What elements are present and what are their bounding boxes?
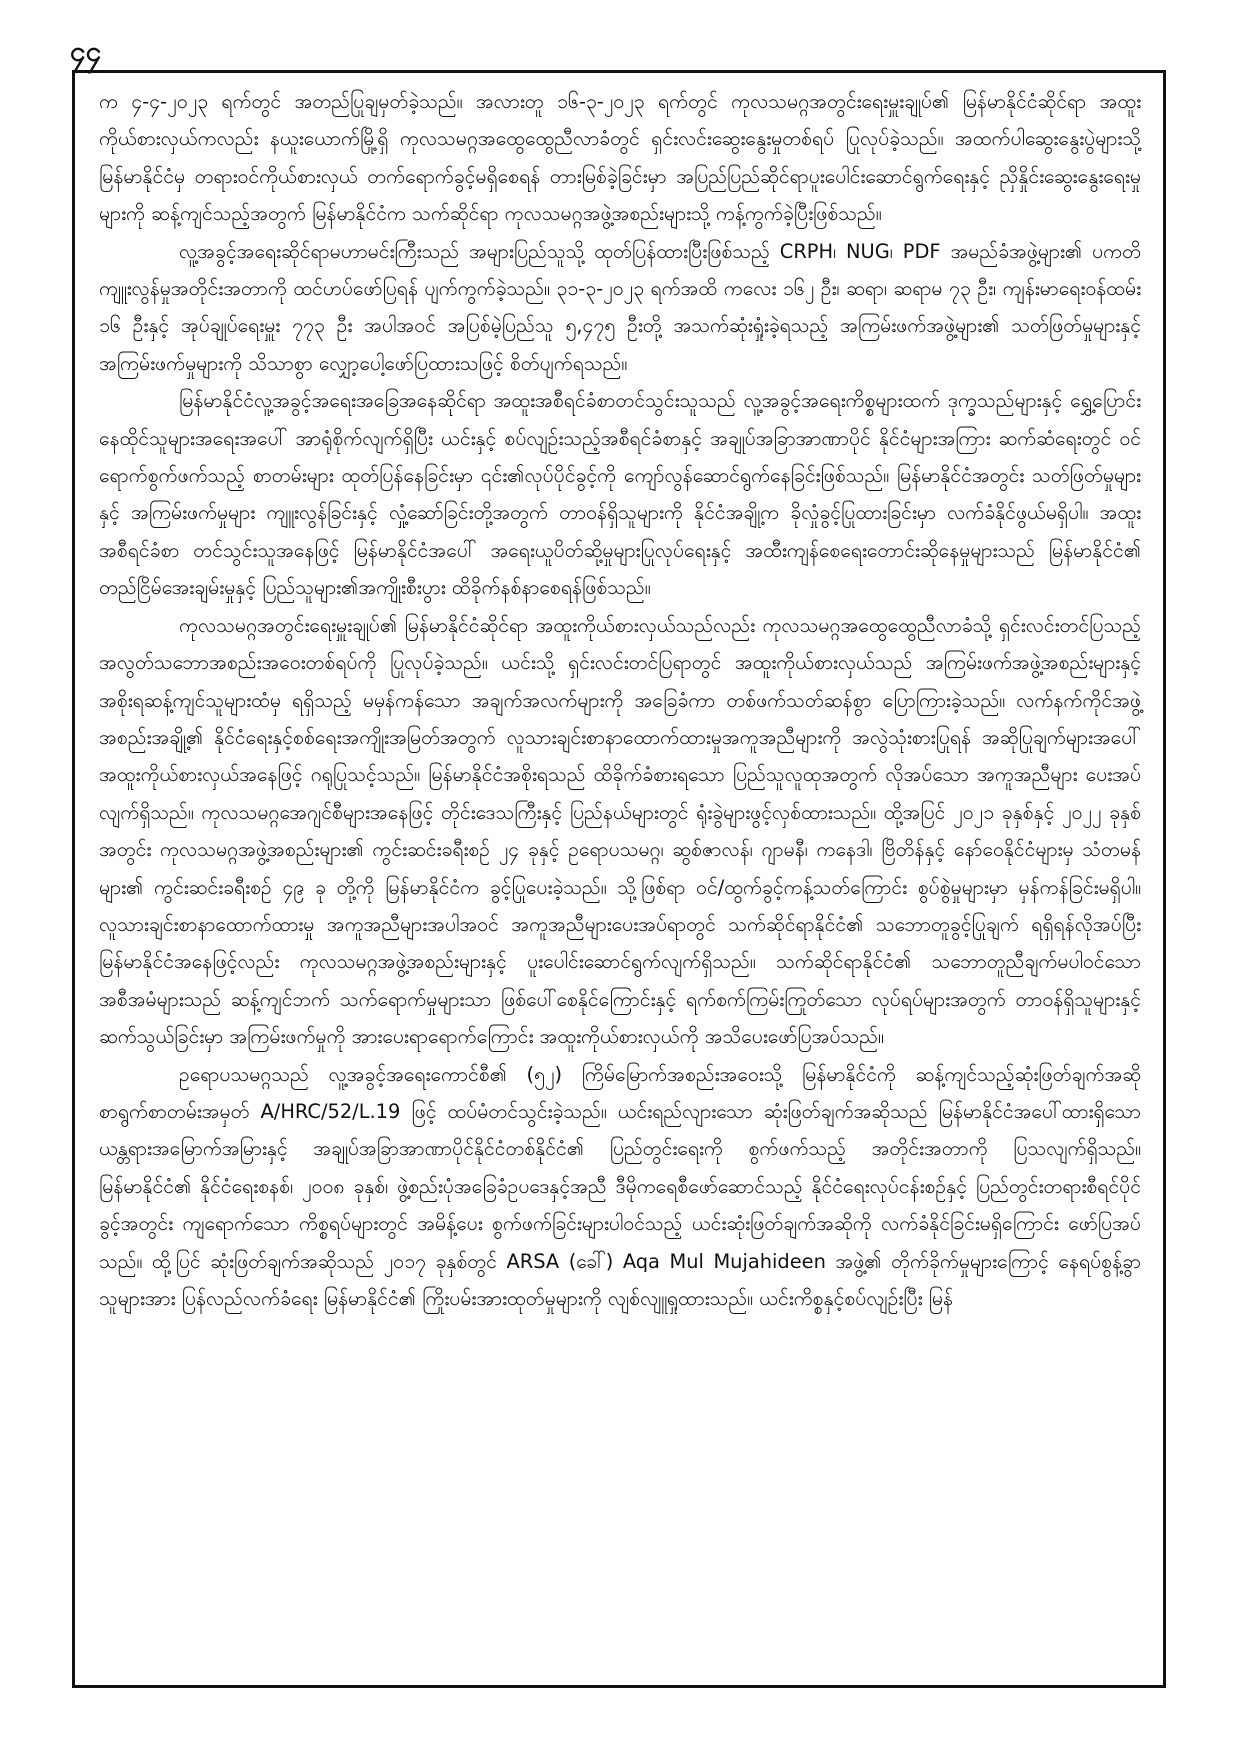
paragraph-3: မြန်မာနိုင်ငံလူ့အခွင့်အရေးအခြေအနေဆိုင်ရာ အထူးအစီရင်ခံစာတင်သွင်းသူသည် လူ့အခွင့်အရေးကိစ္စများထက် ဒုက္ခသည်များနှင့် ရွှေ့ပြောင်းနေထိုင်သူများအရေးအပေါ် အာရုံစိုက်လျက်ရှိပြီး ယင်းနှင့် စပ်လျဉ်းသည့်အစီရင်ခံစာနှင့် အချုပ်အခြာအာဏာပိုင် နိုင်ငံများအကြား ဆက်ဆံရေးတွင် ဝင်ရောက်စွက်ဖက်သည့် စာတမ်းများ ထုတ်ပြန်နေခြင်းမှာ ၎င်း၏လုပ်ပိုင်ခွင့်ကို ကျော်လွန်ဆောင်ရွက်နေခြင်းဖြစ်သည်။ မြန်မာနိုင်ငံအတွင်း သတ်ဖြတ်မှုများနှင့် အကြမ်းဖက်မှုများ ကျူးလွန်ခြင်းနှင့် လှုံ့ဆော်ခြင်းတို့အတွက် တာဝန်ရှိသူများကို နိုင်ငံအချို့က ခိုလှုံခွင့်ပြုထားခြင်းမှာ လက်ခံနိုင်ဖွယ်မရှိပါ။ အထူးအစီရင်ခံစာ တင်သွင်းသူအနေဖြင့် မြန်မာနိုင်ငံအပေါ် အရေးယူပိတ်ဆို့မှုများပြုလုပ်ရေးနှင့် အထီးကျန်စေရေးတောင်းဆိုနေမှုများသည် မြန်မာနိုင်ငံ၏ တည်ငြိမ်အေးချမ်းမှုနှင့် ပြည်သူများ၏အကျိုးစီးပွား ထိခိုက်နစ်နာစေရန်ဖြစ်သည်။ bbox=[99, 389, 1141, 600]
paragraph-2: လူ့အခွင့်အရေးဆိုင်ရာမဟာမင်းကြီးသည် အများပြည်သူသို့ ထုတ်ပြန်ထားပြီးဖြစ်သည့် CRPH၊ NUG၊ PDF အမည်ခံအဖွဲ့များ၏ ပကတိကျူးလွန်မှုအတိုင်းအတာကို ထင်ဟပ်ဖော်ပြရန် ပျက်ကွက်ခဲ့သည်။ ၃၁-၃-၂၀၂၃ ရက်အထိ ကလေး ၁၆၂ ဦး၊ ဆရာ၊ ဆရာမ ၇၃ ဦး၊ ကျန်းမာရေးဝန်ထမ်း ၁၆ ဦးနှင့် အုပ်ချုပ်ရေးမှူး ၇၇၃ ဦး အပါအဝင် အပြစ်မဲ့ပြည်သူ ၅,၄၇၅ ဦးတို့ အသက်ဆုံးရှုံးခဲ့ရသည့် အကြမ်းဖက်အဖွဲ့များ၏ သတ်ဖြတ်မှုများနှင့် အကြမ်းဖက်မှုများကို သိသာစွာ လျှော့ပေါ့ဖော်ပြထားသဖြင့် စိတ်ပျက်ရသည်။ bbox=[99, 239, 1141, 375]
page-number: ၄၄ bbox=[70, 35, 102, 68]
paragraph-4: ကုလသမဂ္ဂအတွင်းရေးမှူးချုပ်၏ မြန်မာနိုင်ငံဆိုင်ရာ အထူးကိုယ်စားလှယ်သည်လည်း ကုလသမဂ္ဂအထွေထွေညီလာခံသို့ ရှင်းလင်းတင်ပြသည့် အလွတ်သဘောအစည်းအဝေးတစ်ရပ်ကို ပြုလုပ်ခဲ့သည်။ ယင်းသို့ ရှင်းလင်းတင်ပြရာတွင် အထူးကိုယ်စားလှယ်သည် အကြမ်းဖက်အဖွဲ့အစည်းများနှင့် အစိုးရဆန့်ကျင်သူများထံမှ ရရှိသည့် မမှန်ကန်သော အချက်အလက်များကို အခြေခံကာ တစ်ဖက်သတ်ဆန်စွာ ပြောကြားခဲ့သည်။ လက်နက်ကိုင်အဖွဲ့အစည်းအချို့၏ နိုင်ငံရေးနှင့်စစ်ရေးအကျိုးအမြတ်အတွက် လူသားချင်းစာနာထောက်ထားမှုအကူအညီများကို အလွဲသုံးစားပြုရန် အဆိုပြုချက်များအပေါ် အထူးကိုယ်စားလှယ်အနေဖြင့် ဂရုပြုသင့်သည်။ မြန်မာနိုင်ငံအစိုးရသည် ထိခိုက်ခံစားရသော ပြည်သူလူထုအတွက် လိုအပ်သော အကူအညီများ ပေးအပ်လျက်ရှိသည်။ ကုလသမဂ္ဂအေဂျင်စီများအနေဖြင့် တိုင်းဒေသကြီးနှင့် ပြည်နယ်များတွင် ရုံးခွဲများဖွင့်လှစ်ထားသည်။ ထို့အပြင် ၂၀၂၁ ခုနှစ်နှင့် ၂၀၂၂ ခုနှစ်အတွင်း ကုလသမဂ္ဂအဖွဲ့အစည်းများ၏ ကွင်းဆင်းခရီးစဉ် ၂၄ ခုနှင့် ဥရောပသမဂ္ဂ၊ ဆွစ်ဇာလန်၊ ဂျာမနီ၊ ကနေဒါ၊ ဗြိတိန်နှင့် နော်ဝေနိုင်ငံများမှ သံတမန်များ၏ ကွင်းဆင်းခရီးစဉ် ၄၉ ခု တို့ကို မြန်မာနိုင်ငံက ခွင့်ပြုပေးခဲ့သည်။ သို့ဖြစ်ရာ ဝင်/ထွက်ခွင့်ကန့်သတ်ကြောင်း စွပ်စွဲမှုများမှာ မှန်ကန်ခြင်းမရှိပါ။ လူသားချင်းစာနာထောက်ထားမှု အကူအညီများအပါအဝင် အကူအညီများပေးအပ်ရာတွင် သက်ဆိုင်ရာနိုင်ငံ၏ သဘောတူခွင့်ပြုချက် ရရှိရန်လိုအပ်ပြီး မြန်မာနိုင်ငံအနေဖြင့်လည်း ကုလသမဂ္ဂအဖွဲ့အစည်းများနှင့် ပူးပေါင်းဆောင်ရွက်လျက်ရှိသည်။ သက်ဆိုင်ရာနိုင်ငံ၏ သဘောတူညီချက်မပါဝင်သော အစီအမံများသည် ဆန့်ကျင်ဘက် သက်ရောက်မှုများသာ ဖြစ်ပေါ်စေနိုင်ကြောင်းနှင့် ရက်စက်ကြမ်းကြုတ်သော လုပ်ရပ်များအတွက် တာဝန်ရှိသူများနှင့် ဆက်သွယ်ခြင်းမှာ အကြမ်းဖက်မှုကို အားပေးရာရောက်ကြောင်း အထူးကိုယ်စားလှယ်ကို အသိပေးဖော်ပြအပ်သည်။ bbox=[99, 613, 1141, 1049]
paragraph-1: က ၄-၄-၂၀၂၃ ရက်တွင် အတည်ပြုချမှတ်ခဲ့သည်။ အလားတူ ၁၆-၃-၂၀၂၃ ရက်တွင် ကုလသမဂ္ဂအတွင်းရေးမှူးချုပ်၏ မြန်မာနိုင်ငံဆိုင်ရာ အထူးကိုယ်စားလှယ်ကလည်း နယူးယောက်မြို့ရှိ ကုလသမဂ္ဂအထွေထွေညီလာခံတွင် ရှင်းလင်းဆွေးနွေးမှုတစ်ရပ် ပြုလုပ်ခဲ့သည်။ အထက်ပါဆွေးနွေးပွဲများသို့ မြန်မာနိုင်ငံမှ တရားဝင်ကိုယ်စားလှယ် တက်ရောက်ခွင့်မရှိစေရန် တားမြစ်ခဲ့ခြင်းမှာ အပြည်ပြည်ဆိုင်ရာပူးပေါင်းဆောင်ရွက်ရေးနှင့် ညှိနှိုင်းဆွေးနွေးရေးမှုများကို ဆန့်ကျင်သည့်အတွက် မြန်မာနိုင်ငံက သက်ဆိုင်ရာ ကုလသမဂ္ဂအဖွဲ့အစည်းများသို့ ကန့်ကွက်ခဲ့ပြီးဖြစ်သည်။ bbox=[99, 90, 1141, 226]
page-border-frame bbox=[72, 70, 1166, 1688]
paragraph-5: ဥရောပသမဂ္ဂသည် လူ့အခွင့်အရေးကောင်စီ၏ (၅၂) ကြိမ်မြောက်အစည်းအဝေးသို့ မြန်မာနိုင်ငံကို ဆန့်ကျင်သည့်ဆုံးဖြတ်ချက်အဆို စာရွက်စာတမ်းအမှတ် A/HRC/52/L.19 ဖြင့် ထပ်မံတင်သွင်းခဲ့သည်။ ယင်းရည်လျားသော ဆုံးဖြတ်ချက်အဆိုသည် မြန်မာနိုင်ငံအပေါ်ထားရှိသော ယန္တရားအမြောက်အမြားနှင့် အချုပ်အခြာအာဏာပိုင်နိုင်ငံတစ်နိုင်ငံ၏ ပြည်တွင်းရေးကို စွက်ဖက်သည့် အတိုင်းအတာကို ပြသလျက်ရှိသည်။ မြန်မာနိုင်ငံ၏ နိုင်ငံရေးစနစ်၊ ၂၀၀၈ ခုနှစ်၊ ဖွဲ့စည်းပုံအခြေခံဥပဒေနှင့်အညီ ဒီမိုကရေစီဖော်ဆောင်သည့် နိုင်ငံရေးလုပ်ငန်းစဉ်နှင့် ပြည်တွင်းတရားစီရင်ပိုင်ခွင့်အတွင်း ကျရောက်သော ကိစ္စရပ်များတွင် အမိန့်ပေး စွက်ဖက်ခြင်းများပါဝင်သည့် ယင်းဆုံးဖြတ်ချက်အဆိုကို လက်ခံနိုင်ခြင်းမရှိကြောင်း ဖော်ပြအပ်သည်။ ထို့ပြင် ဆုံးဖြတ်ချက်အဆိုသည် ၂၀၁၇ ခုနှစ်တွင် ARSA (ခေါ်) Aqa Mul Mujahideen အဖွဲ့၏ တိုက်ခိုက်မှုများကြောင့် နေရပ်စွန့်ခွာသူများအား ပြန်လည်လက်ခံရေး မြန်မာနိုင်ငံ၏ ကြိုးပမ်းအားထုတ်မှုများကို လျစ်လျူရှုထားသည်။ ယင်းကိစ္စနှင့်စပ်လျဉ်းပြီး မြန် bbox=[99, 1062, 1141, 1310]
